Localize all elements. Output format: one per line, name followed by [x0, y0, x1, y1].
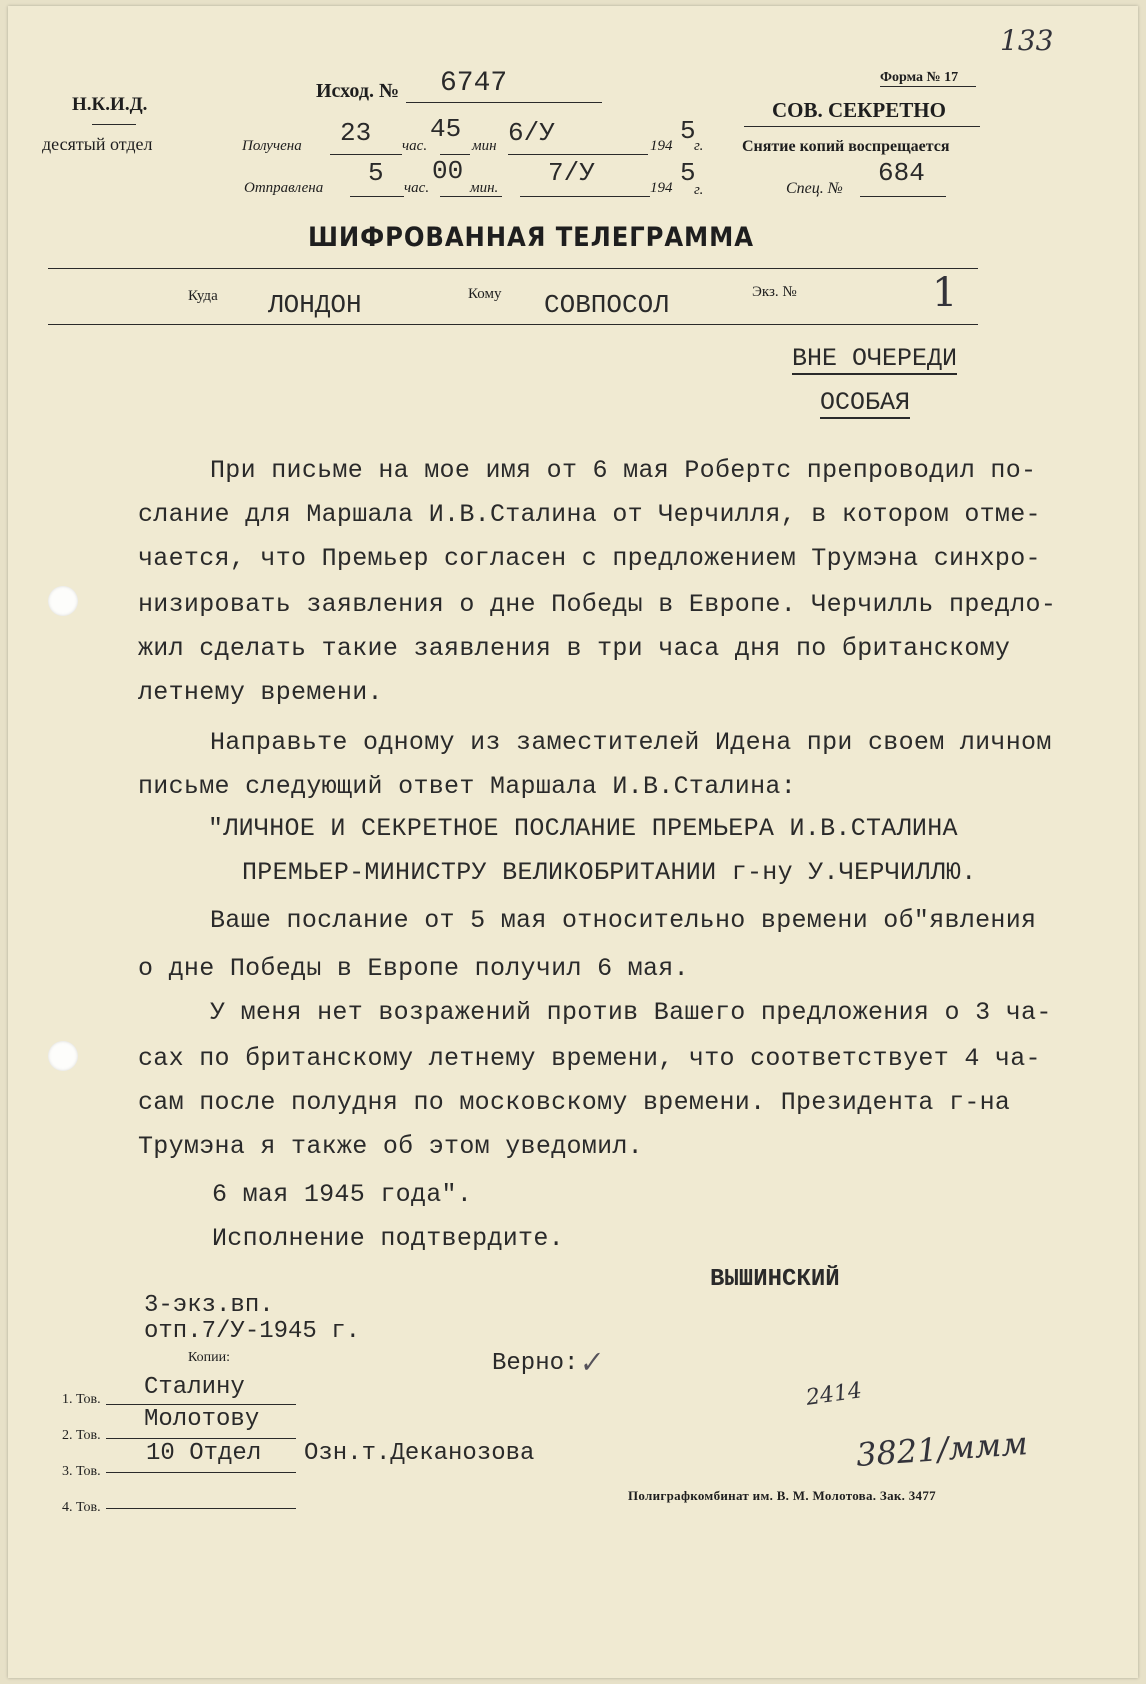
where-value: ЛОНДОН	[268, 290, 362, 320]
recipient-label: 4. Тов.	[62, 1500, 101, 1515]
received-year-mark: г.	[694, 138, 704, 154]
received-date-rule	[508, 154, 648, 155]
department: десятый отдел	[42, 134, 153, 154]
sent-hour: 5	[368, 158, 384, 188]
form-label: Форма № 17	[880, 70, 959, 85]
sent-label: Отправлена	[244, 180, 324, 196]
recipient-label: 2. Тов.	[62, 1428, 101, 1443]
routing-top-rule	[48, 268, 978, 269]
body-line: слание для Маршала И.В.Сталина от Черчилля, в котором отме-	[138, 500, 1041, 529]
received-year-prefix: 194	[650, 138, 673, 154]
copy-label: Экз. №	[752, 284, 797, 300]
copy-restriction: Снятие копий воспрещается	[742, 138, 950, 155]
received-date: 6/У	[508, 118, 555, 148]
message-heading-1: "ЛИЧНОЕ И СЕКРЕТНОЕ ПОСЛАНИЕ ПРЕМЬЕРА И.В.СТАЛИНА	[208, 814, 958, 843]
sent-year-suffix: 5	[680, 158, 696, 188]
recipient-name: 10 Отдел	[146, 1440, 262, 1467]
sent-hour-rule	[350, 196, 404, 197]
recipient-rule	[106, 1508, 296, 1509]
body-line: При письме на мое имя от 6 мая Робертс препроводил по-	[210, 456, 1037, 485]
familiarized-note: Озн.т.Деканозова	[304, 1440, 535, 1467]
org-divider	[92, 124, 136, 125]
body-line: чается, что Премьер согласен с предложением Трумэна синхро-	[138, 544, 1041, 573]
confirm-request: Исполнение подтвердите.	[212, 1224, 564, 1253]
body-line: сам после полудня по московскому времени. Президента г-на	[138, 1088, 1011, 1117]
recipient-rule	[106, 1404, 296, 1405]
telegram-page	[8, 6, 1138, 1678]
archive-page-number: 133	[1000, 24, 1054, 57]
signature: ВЫШИНСКИЙ	[710, 1266, 840, 1293]
recipient-label: 3. Тов.	[62, 1464, 101, 1479]
received-hour-label: час.	[402, 138, 428, 154]
handwritten-file-number: 3821/ммм	[854, 1424, 1029, 1474]
outgoing-label: Исход. №	[316, 80, 400, 102]
recipient-rule	[106, 1472, 296, 1473]
received-min-rule	[440, 154, 470, 155]
spec-rule	[860, 196, 946, 197]
outgoing-number: 6747	[440, 68, 508, 99]
to-label: Кому	[468, 286, 502, 302]
sent-minutes: 00	[432, 156, 464, 186]
form-rule	[880, 86, 976, 87]
body-line: Направьте одному из заместителей Идена при своем личном	[210, 728, 1052, 757]
recipient-name: Молотову	[144, 1406, 260, 1433]
sent-hour-label: час.	[404, 180, 430, 196]
body-line: У меня нет возражений против Вашего предложения о 3 ча-	[210, 998, 1052, 1027]
received-label: Получена	[242, 138, 302, 154]
body-line: о дне Победы в Европе получил 6 мая.	[138, 954, 689, 983]
received-hour-rule	[330, 154, 402, 155]
copies-label: Копии:	[188, 1350, 231, 1365]
sent-date-rule	[520, 196, 650, 197]
message-date: 6 мая 1945 года".	[212, 1180, 473, 1209]
initials-mark: ✓	[575, 1344, 604, 1381]
sent-year-mark: г.	[694, 182, 704, 198]
body-line: сах по британскому летнему времени, что соответствует 4 ча-	[138, 1044, 1041, 1073]
body-line: жил сделать такие заявления в три часа дня по британскому	[138, 634, 1011, 663]
body-line: низировать заявления о дне Победы в Европе. Черчилль предло-	[138, 590, 1057, 619]
body-line: Ваше послание от 5 мая относительно времени об"явления	[210, 906, 1037, 935]
sent-note: отп.7/У-1945 г.	[144, 1318, 361, 1345]
outgoing-rule	[406, 102, 602, 103]
recipient-rule	[106, 1438, 296, 1439]
received-hour: 23	[340, 118, 372, 148]
recipient-name: Сталину	[144, 1374, 245, 1401]
received-minutes: 45	[430, 114, 462, 144]
correct-label: Верно:	[492, 1350, 579, 1377]
copies-note: 3-экз.вп.	[144, 1292, 274, 1319]
classification-rule	[744, 126, 980, 127]
document-title: ШИФРОВАННАЯ ТЕЛЕГРАММА	[308, 222, 754, 253]
received-min-label: мин	[472, 138, 497, 154]
sent-year-prefix: 194	[650, 180, 673, 196]
punch-hole-bottom	[48, 1041, 78, 1071]
sent-date: 7/У	[548, 158, 595, 188]
where-label: Куда	[188, 288, 218, 304]
recipient-label: 1. Тов.	[62, 1392, 101, 1407]
priority-out-of-turn: ВНЕ ОЧЕРЕДИ	[792, 344, 958, 373]
printer-imprint: Полиграфкомбинат им. В. М. Молотова. Зак. 3477	[628, 1488, 936, 1503]
body-line: письме следующий ответ Маршала И.В.Сталина:	[138, 772, 797, 801]
classification: СОВ. СЕКРЕТНО	[772, 98, 946, 122]
routing-bottom-rule	[48, 324, 978, 325]
sent-min-label: мин.	[470, 180, 499, 196]
message-heading-2: ПРЕМЬЕР-МИНИСТРУ ВЕЛИКОБРИТАНИИ г-ну У.ЧЕРЧИЛЛЮ.	[242, 858, 977, 887]
org-name: Н.К.И.Д.	[72, 94, 148, 115]
to-value: СОВПОСОЛ	[544, 290, 669, 320]
body-line: Трумэна я также об этом уведомил.	[138, 1132, 643, 1161]
received-year-suffix: 5	[680, 116, 696, 146]
body-line: летнему времени.	[138, 678, 383, 707]
priority-special: ОСОБАЯ	[820, 388, 911, 417]
spec-label: Спец. №	[786, 180, 843, 197]
copy-number: 1	[932, 270, 958, 316]
spec-number: 684	[878, 158, 925, 188]
handwritten-reg-number: 2414	[804, 1378, 864, 1411]
punch-hole-top	[48, 586, 78, 616]
